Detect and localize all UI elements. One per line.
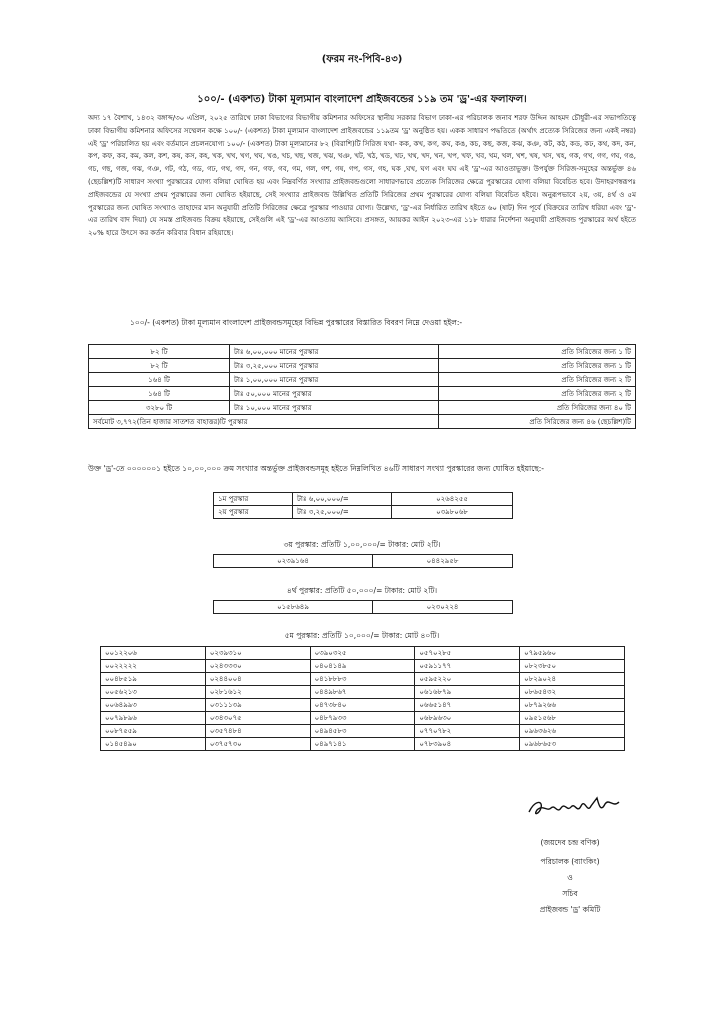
prize-amount: টাঃ ৬,০০,০০০/=	[293, 493, 392, 506]
table-row	[101, 673, 625, 686]
table-row	[89, 401, 636, 415]
announcement-paragraph: অদ্য ১৭ বৈশাখ, ১৪৩২ বঙ্গাব্দ/৩০ এপ্রিল, ২০২৫ তারিখে ঢাকা বিভাগের বিভাগীয় কমিশনার অফিসের স্থানীয় সরকার বিভাগ ঢাকা-এর পরিচালক জনাব শরফ উদ্দিন আহমদ চৌধুরী-এর সভাপতিত্বে ঢাকা বিভাগীয় কমিশনার অফিসের সম্মেলন কক্ষে ১০০/- (একশত) টাকা মূল্যমান বাংলাদেশ প্রাইজবন্ডের ১১৯তম 'ড্র' অনুষ্ঠিত হয়। একক সাধারণ পদ্ধতিতে (অর্থাৎ প্রত্যেক সিরিজের জন্য একই নম্বর) এই 'ড্র' পরিচালিত হয় এবং বর্তমানে প্রচলনযোগ্য ১০০/- (একশত) টাকা মূল্যমানের ৮২ (বিরাশি)টি সিরিজ যথা- কক, কখ, কগ, কঘ, কঙ, কচ, কছ, কজ, কঝ, কঞ, কট, কঠ, কড, কঢ, কথ, কদ, কন, কপ, কফ, কব, কম, কল, কশ, কষ, কস, কহ, খক, খখ, খগ, খঘ, খঙ, খচ, খছ, খজ, খঝ, খঞ, খট, খঠ, খড, খঢ, খথ, খদ, খন, খপ, খফ, খব, খম, খল, খশ, খষ, খস, খহ, গক, গখ, গগ, গঘ, গঙ, গচ, গছ, গজ, গঝ, গঞ, গট, গঠ, গড, গঢ, গথ, গদ, গন, গফ, গব, গম, গল, গশ, গষ, গপ, গস, গহ, ঘক ,ঘখ, ঘগ এবং ঘঘ এই 'ড্র'-এর আওতাভুক্ত। উপর্যুক্ত সিরিজ-সমূহের অন্তর্ভুক্ত ৪৬ (ছেচল্লিশ)টি সাধারণ সংখ্যা পুরস্কারের যোগ্য বলিয়া ঘোষিত হয় এবং নিম্নবর্ণিত সংখ্যার প্রাইজবন্ডগুলো সাধারণভাবে প্রত্যেক সিরিজের ক্ষেত্রে পুরস্কারের যোগ্য বলিয়া বিবেচিত হবে। উদাহরণস্বরূপঃ প্রাইজবন্ডের যে সংখ্যা প্রথম পুরস্কারের জন্য ঘোষিত হইয়াছে, সেই সংখ্যার প্রাইজবন্ড উল্লিখিত প্রতিটি সিরিজের প্রথম পুরস্কারের যোগ্য বলিয়া বিবেচিত হইবে। অনুরূপভাবে ২য়, ৩য়, ৪র্থ ও ৫ম পুরস্কারের জন্য ঘোষিত সংখ্যাও তাহাদের মান অনুযায়ী প্রতিটি সিরিজের ক্ষেত্রে পুরস্কার পাওয়ার যোগ্য। উল্লেখ্য, 'ড্র'-এর নির্ধারিত তারিখ হইতে ৬০ (ষাট) দিন পূর্বে (বিক্রয়ের তারিখ ধরিয়া এবং 'ড্র'-এর তারিখ বাদ দিয়া) যে সমস্ত প্রাইজবন্ড বিক্রয় হইয়াছে, সেইগুলি এই 'ড্র'-এর আওতায় আসিবে। প্রসঙ্গত, আয়কর আইন ২০২৩-এর ১১৮ ধারার নির্দেশনা অনুযায়ী প্রাইজবন্ড পুরস্কারের অর্থ হইতে ২০% হারে উৎসে কর কর্তন করিবার বিধান রহিয়াছে।	[88, 114, 636, 238]
prize-count: ৩২৮০ টি	[89, 401, 230, 415]
signatory-committee: প্রাইজবন্ড 'ড্র' কমিটি	[539, 905, 601, 914]
prize-number: ০৫৭০২৮৫	[415, 647, 520, 660]
prize-number: ০২৮১৬১২	[205, 686, 310, 699]
prize-number: ০১৪৫৪৯০	[101, 738, 206, 751]
summary-table	[88, 344, 636, 429]
prize-number: ০০৮৭৫৫৯	[101, 725, 206, 738]
prize-number: ০১৫৮৬৪৯	[214, 601, 373, 614]
third-prize-table	[213, 554, 513, 568]
prize-amount: টাঃ ৩,২৫,০০০/=	[293, 506, 392, 519]
prize-number: ০২৩৯১৬৪	[214, 555, 373, 568]
page-title: ১০০/- (একশত) টাকা মূল্যমান বাংলাদেশ প্রাইজবন্ডের ১১৯ তম 'ড্র'-এর ফলাফল।	[197, 94, 527, 105]
prize-number: ০৪৮৭৯৩৩	[310, 712, 415, 725]
prize-number: ০৯৬৩৬২৬	[520, 725, 625, 738]
prize-number: ০৬৮৯৬৩০	[415, 712, 520, 725]
prize-number: ০২৩৯৩১০	[205, 647, 310, 660]
prize-number: ০৮২৯০২৪	[520, 673, 625, 686]
fourth-prize-caption: ৪র্থ পুরস্কার: প্রতিটি ৫০,০০০/= টাকার: মোট ২টি।	[286, 586, 438, 595]
prize-count: ৮২ টি	[89, 359, 230, 373]
prize-amount: টাঃ ৫০,০০০ মানের পুরস্কার	[230, 387, 439, 401]
table-row	[89, 359, 636, 373]
third-prize-caption: ৩য় পুরস্কার: প্রতিটি ১,০০,০০০/= টাকার: মোট ২টি।	[283, 540, 441, 549]
prize-number: ০৯৫১৫৬৮	[520, 712, 625, 725]
prize-per-series: প্রতি সিরিজের জন্য ১ টি	[439, 359, 636, 373]
fourth-prize-table	[213, 600, 513, 614]
prize-number: ০৩৪৩০৭৫	[205, 712, 310, 725]
prize-number: ০৪০৪১৪৯	[310, 660, 415, 673]
prize-number: ০৭৭০৭৮২	[415, 725, 520, 738]
table-row	[101, 660, 625, 673]
prize-number: ০৩৭৫৭৩০	[205, 738, 310, 751]
prize-number: ০০১২২০৬	[101, 647, 206, 660]
prize-number: ০৬১৬৮৭৯	[415, 686, 520, 699]
prize-number: ০৯৬৮৬৫৩	[520, 738, 625, 751]
prize-number: ০৮৬৫৪৩২	[520, 686, 625, 699]
fifth-prize-caption: ৫ম পুরস্কার: প্রতিটি ১০,০০০/= টাকার: মোট ৪০টি।	[284, 631, 440, 640]
table-row	[214, 601, 513, 614]
prize-amount: টাঃ ১০,০০০ মানের পুরস্কার	[230, 401, 439, 415]
prize-number: ০৫৯৫২২০	[415, 673, 520, 686]
form-number: (ফরম নং-পিবি-৪৩)	[321, 54, 403, 65]
prize-per-series: প্রতি সিরিজের জন্য ২ টি	[439, 387, 636, 401]
prize-number: ০৮২৩৮৫০	[520, 660, 625, 673]
prize-per-series: প্রতি সিরিজের জন্য ৪০ টি	[439, 401, 636, 415]
prize-number: ০৫৯১১৭৭	[415, 660, 520, 673]
prize-amount: টাঃ ১,০০,০০০ মানের পুরস্কার	[230, 373, 439, 387]
prize-number: ০৩৯৮০৬৮	[392, 506, 513, 519]
prize-number: ০২৩০২২৪	[373, 601, 513, 614]
table-row	[101, 686, 625, 699]
prize-label: ১ম পুরস্কার	[214, 493, 293, 506]
prize-per-series: প্রতি সিরিজের জন্য ২ টি	[439, 373, 636, 387]
table-row	[101, 738, 625, 751]
prize-number: ০০৪৮৫১৯	[101, 673, 206, 686]
prize-number: ০৮৭৯২৬৬	[520, 699, 625, 712]
prize-number: ০৪১৮৮৮৩	[310, 673, 415, 686]
prize-number: ০৭৮৩৯০৪	[415, 738, 520, 751]
prize-number: ০০৬৪৯৯৩	[101, 699, 206, 712]
signatory-designation: পরিচালক (ব্যাংকিং)	[540, 857, 600, 866]
prize-label: ২য় পুরস্কার	[214, 506, 293, 519]
prize-number: ০৩১১১৩৯	[205, 699, 310, 712]
prize-number: ০৪৭৩৮৪০	[310, 699, 415, 712]
signatory-name: (জয়দেব চন্দ্র বণিক)	[540, 838, 600, 847]
table-row	[101, 725, 625, 738]
table-row	[89, 387, 636, 401]
table-row	[214, 493, 513, 506]
prize-number: ০২৪৪০০৪	[205, 673, 310, 686]
prize-number: ০৪৯৪৫৮৩	[310, 725, 415, 738]
prize-amount: টাঃ ৩,২৫,০০০ মানের পুরস্কার	[230, 359, 439, 373]
signatory-conjunction: ও	[567, 873, 573, 882]
prize-number: ০৪৪২৯৫৮	[373, 555, 513, 568]
fifth-prize-table	[100, 646, 625, 751]
prize-number: ০০৫৬২১৩	[101, 686, 206, 699]
table-row	[214, 506, 513, 519]
prize-number: ০৪৯৭১৪১	[310, 738, 415, 751]
prize-count: ১৬৪ টি	[89, 373, 230, 387]
prize-number: ০২৪৩৩৩০	[205, 660, 310, 673]
details-intro: ১০০/- (একশত) টাকা মূল্যমান বাংলাদেশ প্রাইজবন্ডসমূহের বিভিন্ন পুরস্কারের বিস্তারিত বিবরণ নিম্নে দেওয়া হইল:-	[130, 318, 463, 327]
table-row	[101, 712, 625, 725]
table-row	[214, 555, 513, 568]
prize-number: ০০৭৯৮৯৬	[101, 712, 206, 725]
signature-image	[525, 792, 625, 822]
first-second-prize-table	[213, 492, 513, 519]
total-prizes: সর্বমোট ৩,৭৭২(তিন হাজার সাতশত বাহাত্তর)টি পুরস্কার	[89, 415, 439, 429]
total-per-series: প্রতি সিরিজের জন্য ৪৬ (ছেচল্লিশ)টি	[439, 415, 636, 429]
prize-number: ০৬৬৫১৪৭	[415, 699, 520, 712]
prize-number: ০৭৯৫৯৬০	[520, 647, 625, 660]
prize-number: ০০২২২২২	[101, 660, 206, 673]
prize-number: ০৪৪৯৮৬৭	[310, 686, 415, 699]
declared-text: উক্ত 'ড্র'-তে ০০০০০০১ হইতে ১০,০০,০০০ ক্রম সংখ্যার অন্তর্ভুক্ত প্রাইজবন্ডসমূহ হইতে নিম্নলিখিত ৪৬টি সাধারণ সংখ্যা পুরস্কারের জন্য ঘোষিত হইয়াছে:-	[88, 464, 545, 473]
prize-count: ৮২ টি	[89, 345, 230, 359]
table-row	[89, 373, 636, 387]
table-total-row	[89, 415, 636, 429]
prize-number: ০৩৫৭৪৮৪	[205, 725, 310, 738]
prize-count: ১৬৪ টি	[89, 387, 230, 401]
table-row	[101, 647, 625, 660]
signatory-secretary: সচিব	[562, 889, 578, 898]
prize-number: ০২৬৪২৫৫	[392, 493, 513, 506]
prize-per-series: প্রতি সিরিজের জন্য ১ টি	[439, 345, 636, 359]
prize-amount: টাঃ ৬,০০,০০০ মানের পুরস্কার	[230, 345, 439, 359]
prize-number: ০৩৯০৩২৫	[310, 647, 415, 660]
table-row	[101, 699, 625, 712]
table-row	[89, 345, 636, 359]
